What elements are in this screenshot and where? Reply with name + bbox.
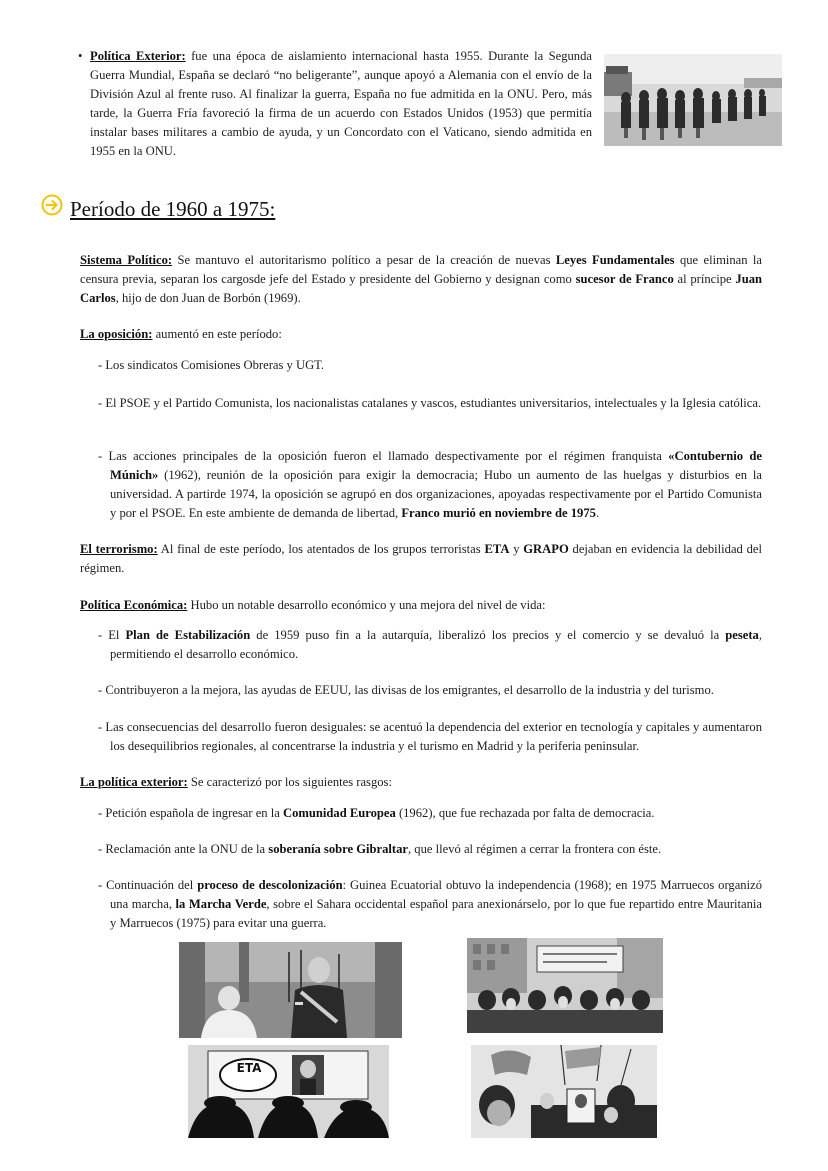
bold-text: Comunidad Europea <box>283 806 396 820</box>
bold-text: peseta <box>725 628 759 642</box>
bold-text: «Contubernio de Múnich» <box>110 449 762 482</box>
bold-text: proceso de descolonización <box>197 878 343 892</box>
exterior-item-1 <box>98 804 762 823</box>
bold-text: Plan de Estabilización <box>125 628 251 642</box>
economica-item-2: - Contribuyeron a la mejora, las ayudas de EEUU, las divisas de los emigrantes, el desarrollo de la industria y del turismo. <box>98 683 714 697</box>
bold-text: Juan Carlos <box>80 272 763 305</box>
text: Se caracterizó por los siguientes rasgos: <box>187 775 392 789</box>
arrow-circle-icon <box>41 194 63 216</box>
eta-photo <box>188 1045 389 1138</box>
protest-photo <box>467 938 663 1033</box>
bold-text: Leyes Fundamentales <box>555 253 675 267</box>
terrorismo-paragraph <box>80 540 762 578</box>
franco-juan-carlos-photo <box>179 942 402 1038</box>
text: Al final de este período, los atentados de los grupos terroristas <box>157 542 485 556</box>
text: dejaban en evidencia la debilidad del régimen. <box>80 542 762 575</box>
sistema-label: Sistema Político: <box>80 253 173 267</box>
section-heading: Período de 1960 a 1975: <box>70 197 276 221</box>
exterior-item-3 <box>98 876 762 933</box>
marcha-verde-photo <box>471 1045 657 1138</box>
text: , que llevó al régimen a cerrar la frontera con éste. <box>408 842 662 856</box>
text: , sobre el Sahara occidental español para anexionárselo, por lo que fue repartido entre Mauritania y Marruecos (1975) para evitar una guerra. <box>110 897 762 930</box>
eta-logo-text: ETA <box>236 1061 262 1075</box>
oposicion-item-2: - El PSOE y el Partido Comunista, los nacionalistas catalanes y vascos, estudiantes universitarios, intelectuales y la Iglesia católica. <box>98 396 762 410</box>
text: - Petición española de ingresar en la <box>98 806 283 820</box>
intro-label: Política Exterior: <box>90 49 186 63</box>
exterior-paragraph <box>80 773 762 792</box>
text: (1962), reunión de la oposición para exigir la democracia; Hubo un aumento de las huelgas y disturbios en la universidad. A partirde 1974, la oposición se agrupó en dos organizaciones, apoyadas respectivamente por el Partido Comunista y por el PSOE. En este ambiente de demanda de libertad, <box>110 468 762 520</box>
bold-text: soberanía sobre Gibraltar <box>268 842 408 856</box>
intro-text: fue una época de aislamiento internacional hasta 1955. Durante la Segunda Guerra Mundial, España se declaró “no beligerante”, aunque apoyó a Alemania con el envío de la División Azul al frente ruso. Al finalizar la guerra, España no fue admitida en la ONU. Pero, más tarde, la Guerra Fría favoreció la firma de un acuerdo con Estados Unidos (1953) que permitía instalar bases militares a cambio de ayuda, y un Concordato con el Vaticano, siendo admitida en 1955 en la ONU. <box>90 49 592 158</box>
soldiers-photo <box>604 54 782 146</box>
text: - Continuación del <box>98 878 198 892</box>
terrorismo-label: El terrorismo: <box>80 542 158 556</box>
oposicion-paragraph <box>80 325 762 344</box>
economica-paragraph <box>80 596 762 615</box>
bold-text: sucesor de Franco <box>575 272 674 286</box>
text: de 1959 puso fin a la autarquía, liberalizó los precios y el comercio y se devaluó la <box>250 628 726 642</box>
economica-label: Política Económica: <box>80 598 188 612</box>
text: - Las acciones principales de la oposición fueron el llamado despectivamente por el régimen franquista <box>98 449 669 463</box>
economica-item-1 <box>98 626 762 664</box>
bold-text: la Marcha Verde <box>175 897 267 911</box>
text: , permitiendo el desarrollo económico. <box>110 628 762 661</box>
bold-text: ETA <box>484 542 510 556</box>
text: , hijo de don Juan de Borbón (1969). <box>115 291 301 305</box>
text: que eliminan la censura previa, separan los cargosde jefe del Estado y presidente del Gobierno y designan como <box>80 253 763 286</box>
text: al príncipe <box>673 272 736 286</box>
oposicion-item-1: - Los sindicatos Comisiones Obreras y UGT. <box>98 358 325 372</box>
bold-text: GRAPO <box>523 542 569 556</box>
oposicion-item-3 <box>98 447 762 523</box>
exterior-label: La política exterior: <box>80 775 188 789</box>
text: - El <box>98 628 126 642</box>
bold-text: Franco murió en noviembre de 1975 <box>401 506 596 520</box>
oposicion-label: La oposición: <box>80 327 153 341</box>
bullet-dot: • <box>78 49 83 63</box>
text: : Guinea Ecuatorial obtuvo la independencia (1968); en 1975 Marruecos organizó una marcha, <box>110 878 762 911</box>
text: y <box>509 542 524 556</box>
text: . <box>595 506 600 520</box>
exterior-item-2 <box>98 840 762 859</box>
text: Hubo un notable desarrollo económico y una mejora del nivel de vida: <box>187 598 546 612</box>
sistema-paragraph <box>80 251 762 308</box>
text: Se mantuvo el autoritarismo político a pesar de la creación de nuevas <box>172 253 556 267</box>
intro-bullet <box>78 47 592 161</box>
text: - Reclamación ante la ONU de la <box>98 842 269 856</box>
economica-item-3: - Las consecuencias del desarrollo fueron desiguales: se acentuó la dependencia del exterior en tecnología y capitales y aumentaron los desequilibrios regionales, al concentrarse la industria y el turismo en Madrid y la periferia peninsular. <box>98 720 762 753</box>
text: aumentó en este período: <box>152 327 282 341</box>
text: (1962), que fue rechazada por falta de democracia. <box>395 806 655 820</box>
